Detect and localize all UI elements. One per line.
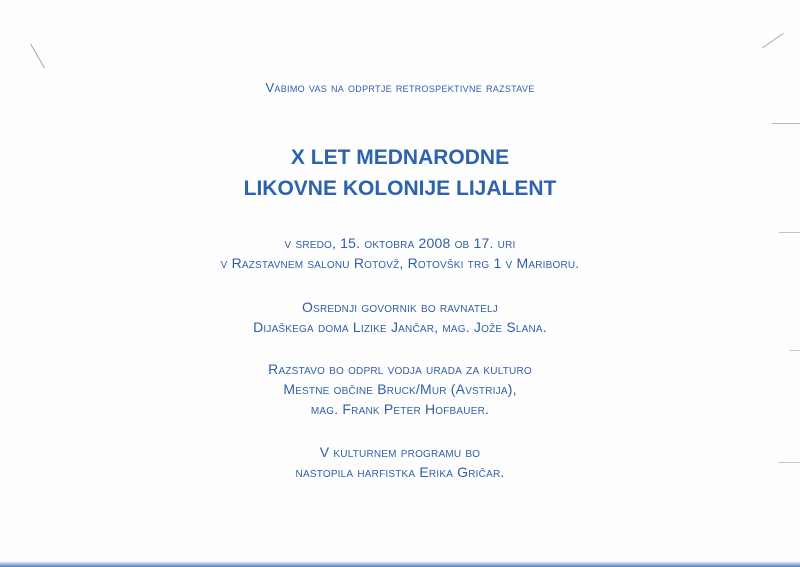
date-venue-paragraph bbox=[0, 233, 800, 273]
program-line-2: nastopila harfistka Erika Gričar. bbox=[295, 464, 505, 480]
opener-paragraph bbox=[0, 359, 800, 419]
venue-line: v Razstavnem salonu Rotovž, Rotovški trg 1 v Mariboru. bbox=[220, 255, 580, 271]
speaker-line-2: Dijaškega doma Lizike Jančar, mag. Jože Slana. bbox=[253, 319, 547, 335]
exhibition-title bbox=[0, 142, 800, 204]
bottom-edge bbox=[0, 561, 800, 567]
intro-line: Vabimo vas na odprtje retrospektivne razstave bbox=[265, 80, 535, 95]
scan-mark bbox=[790, 350, 800, 351]
title-line-2: LIKOVNE KOLONIJE LIJALENT bbox=[243, 177, 557, 200]
scan-mark bbox=[762, 33, 784, 49]
speaker-line-1: Osrednji govornik bo ravnatelj bbox=[302, 299, 498, 315]
scan-mark bbox=[772, 123, 800, 124]
opener-line-1: Razstavo bo odprl vodja urada za kulturo bbox=[268, 361, 532, 377]
program-line-1: V kulturnem programu bo bbox=[319, 444, 481, 460]
scan-mark bbox=[30, 36, 59, 69]
title-line-1: X LET MEDNARODNE bbox=[290, 146, 510, 169]
date-line: v sredo, 15. oktobra 2008 ob 17. uri bbox=[284, 235, 516, 251]
program-paragraph bbox=[0, 442, 800, 482]
opener-line-3: mag. Frank Peter Hofbauer. bbox=[310, 401, 490, 417]
speaker-paragraph bbox=[0, 297, 800, 337]
opener-line-2: Mestne občine Bruck/Mur (Avstrija), bbox=[283, 381, 517, 397]
